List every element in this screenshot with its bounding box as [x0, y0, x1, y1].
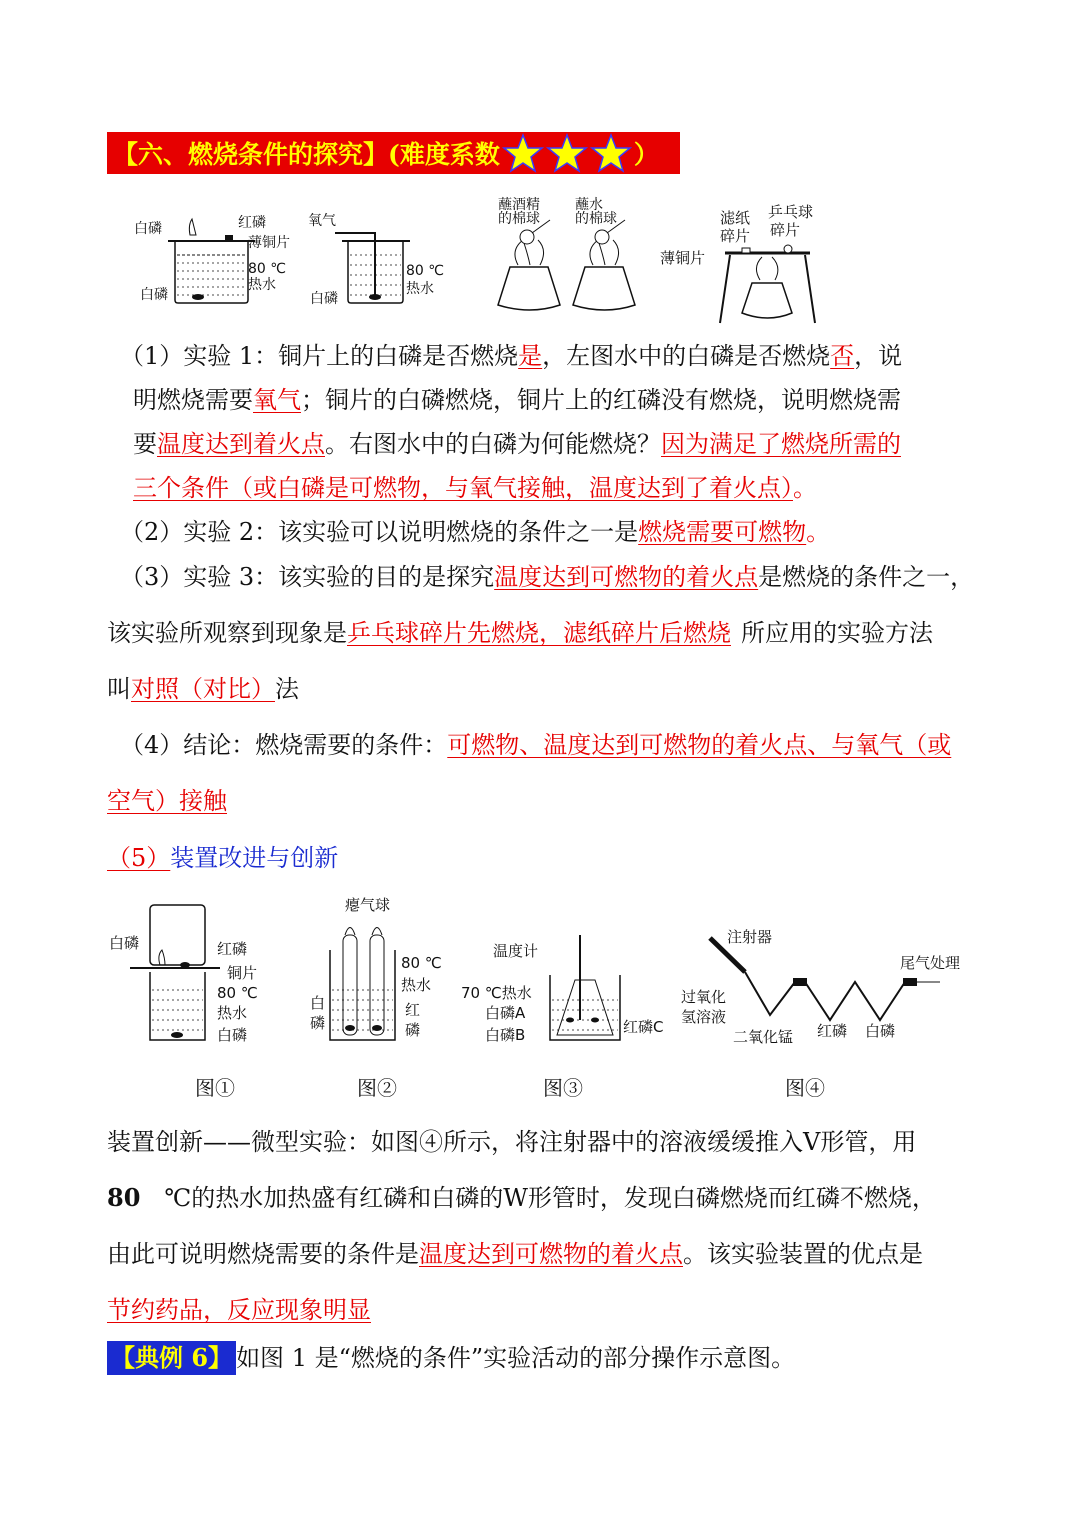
answer-blank: 因为满足了燃烧所需的 — [661, 430, 901, 458]
svg-text:热水: 热水 — [248, 277, 276, 293]
q2-line: （2）实验 2：该实验可以说明燃烧的条件之一是燃烧需要可燃物。 — [120, 518, 831, 546]
svg-text:温度计: 温度计 — [493, 942, 539, 960]
q3-line2: 该实验所观察到现象是乒乓球碎片先燃烧，滤纸碎片后燃烧 所应用的实验方法 — [107, 619, 933, 647]
figure1-caption: 图① — [195, 1076, 235, 1100]
svg-text:铜片: 铜片 — [227, 964, 258, 982]
svg-text:红磷: 红磷 — [817, 1022, 848, 1040]
answer-blank: 三个条件（或白磷是可燃物，与氧气接触，温度达到了着火点） — [133, 474, 793, 502]
q4-line2 — [107, 779, 987, 823]
svg-text:红磷C: 红磷C — [623, 1018, 664, 1036]
q3-line1: （3）实验 3：该实验的目的是探究温度达到可燃物的着火点是燃烧的条件之一， — [120, 563, 975, 591]
q1-line3: 要温度达到着火点。右图水中的白磷为何能燃烧？因为满足了燃烧所需的 — [133, 430, 901, 458]
section-title-bar — [107, 132, 680, 174]
answer-blank: 否 — [830, 342, 855, 370]
svg-text:过氧化: 过氧化 — [681, 988, 727, 1006]
figure4-diagram — [681, 928, 960, 1046]
answer-blank: 乒乓球碎片先燃烧，滤纸碎片后燃烧 — [347, 619, 731, 647]
difficulty-stars — [502, 133, 632, 173]
innovation-figures — [105, 890, 985, 1060]
answer-blank: 温度达到着火点 — [157, 430, 325, 458]
figure4-caption: 图④ — [785, 1076, 825, 1100]
svg-text:80 ℃: 80 ℃ — [217, 984, 258, 1002]
innovation-line3: 由此可说明燃烧需要的条件是温度达到可燃物的着火点。该实验装置的优点是 — [107, 1240, 923, 1268]
experiment2-diagram — [498, 196, 635, 310]
section-title-close: ） — [633, 140, 659, 169]
svg-text:80 ℃: 80 ℃ — [248, 261, 286, 277]
answer-blank: 空气）接触 — [107, 787, 227, 815]
svg-text:薄铜片: 薄铜片 — [248, 235, 290, 251]
experiment1b-diagram — [308, 213, 444, 307]
svg-text:薄铜片: 薄铜片 — [660, 249, 706, 267]
answer-blank: 是 — [518, 342, 543, 370]
q4-line1: （4）结论：燃烧需要的条件：可燃物、温度达到可燃物的着火点、与氧气（或 — [120, 731, 952, 759]
experiment1-diagram — [134, 214, 290, 303]
section-title: 【六、燃烧条件的探究】(难度系数 — [113, 140, 500, 169]
example-text: 如图 1 是“燃烧的条件”实验活动的部分操作示意图。 — [236, 1344, 796, 1372]
svg-text:氢溶液: 氢溶液 — [681, 1008, 727, 1026]
q5-heading: （5）装置改进与创新 — [107, 844, 339, 872]
innovation-line2: 80 ℃的热水加热盛有红磷和白磷的W形管时，发现白磷燃烧而红磷不燃烧， — [107, 1183, 936, 1212]
svg-text:的棉球: 的棉球 — [498, 211, 540, 227]
svg-text:80 ℃: 80 ℃ — [401, 954, 442, 972]
svg-text:磷: 磷 — [310, 1014, 326, 1032]
svg-text:磷: 磷 — [405, 1021, 421, 1039]
star-icon — [546, 133, 588, 173]
svg-text:碎片: 碎片 — [770, 221, 801, 239]
answer-blank: 节约药品，反应现象明显 — [107, 1296, 371, 1324]
svg-text:80 ℃: 80 ℃ — [406, 263, 444, 279]
svg-text:热水: 热水 — [217, 1004, 248, 1022]
answer-blank: 可燃物、温度达到可燃物的着火点、与氧气（或 — [447, 731, 952, 759]
svg-text:蘸水: 蘸水 — [575, 197, 603, 213]
q3-line3: 叫对照（对比）法 — [107, 675, 299, 703]
figure2-diagram — [310, 896, 442, 1040]
svg-text:氧气: 氧气 — [308, 213, 336, 229]
svg-text:白磷: 白磷 — [310, 291, 338, 307]
top-experiment-figures — [130, 195, 830, 330]
answer-blank: 温度达到可燃物的着火点 — [419, 1240, 683, 1268]
svg-text:白: 白 — [310, 994, 326, 1012]
svg-text:尾气处理: 尾气处理 — [900, 954, 961, 972]
innovation-line4 — [107, 1288, 987, 1332]
svg-text:白磷: 白磷 — [865, 1022, 896, 1040]
figure3-caption: 图③ — [543, 1076, 583, 1100]
example-tag: 【典例 6】 — [107, 1341, 236, 1375]
svg-text:二氧化锰: 二氧化锰 — [733, 1028, 794, 1046]
svg-text:蘸酒精: 蘸酒精 — [498, 197, 540, 213]
example-line — [107, 1336, 987, 1380]
svg-text:瘪气球: 瘪气球 — [345, 896, 391, 914]
figure3-diagram — [461, 935, 663, 1044]
svg-text:注射器: 注射器 — [727, 928, 773, 946]
svg-text:滤纸: 滤纸 — [720, 209, 751, 227]
figure1-diagram — [109, 905, 258, 1044]
svg-text:白磷: 白磷 — [109, 934, 140, 952]
svg-text:白磷: 白磷 — [217, 1026, 248, 1044]
answer-blank: 氧气 — [253, 386, 301, 414]
svg-text:红磷: 红磷 — [217, 940, 248, 958]
svg-text:热水: 热水 — [401, 976, 432, 994]
q1-line4: 三个条件（或白磷是可燃物，与氧气接触，温度达到了着火点）。 — [133, 474, 817, 502]
svg-text:白磷B: 白磷B — [485, 1026, 526, 1044]
svg-text:乒乓球: 乒乓球 — [768, 203, 814, 221]
svg-text:热水: 热水 — [406, 281, 434, 297]
svg-text:的棉球: 的棉球 — [575, 211, 617, 227]
q1-line1: （1）实验 1：铜片上的白磷是否燃烧是，左图水中的白磷是否燃烧否，说 — [120, 342, 903, 370]
svg-text:白磷: 白磷 — [140, 287, 168, 303]
answer-blank: 温度达到可燃物的着火点 — [494, 563, 759, 591]
star-icon — [590, 133, 632, 173]
svg-text:白磷: 白磷 — [134, 221, 162, 237]
svg-text:白磷A: 白磷A — [485, 1004, 526, 1022]
answer-blank: 对照（对比） — [131, 675, 275, 703]
innovation-line1: 装置创新——微型实验：如图④所示，将注射器中的溶液缓缓推入V形管，用 — [107, 1128, 917, 1156]
svg-text:红磷: 红磷 — [238, 215, 266, 231]
star-icon — [502, 133, 544, 173]
svg-text:70 ℃热水: 70 ℃热水 — [461, 984, 532, 1002]
answer-blank: 燃烧需要可燃物 — [638, 518, 807, 546]
experiment3-diagram — [660, 203, 815, 323]
q1-line2: 明燃烧需要氧气；铜片的白磷燃烧，铜片上的红磷没有燃烧，说明燃烧需 — [133, 386, 901, 414]
figure2-caption: 图② — [357, 1076, 397, 1100]
svg-text:红: 红 — [405, 1001, 421, 1019]
svg-text:碎片: 碎片 — [720, 227, 751, 245]
